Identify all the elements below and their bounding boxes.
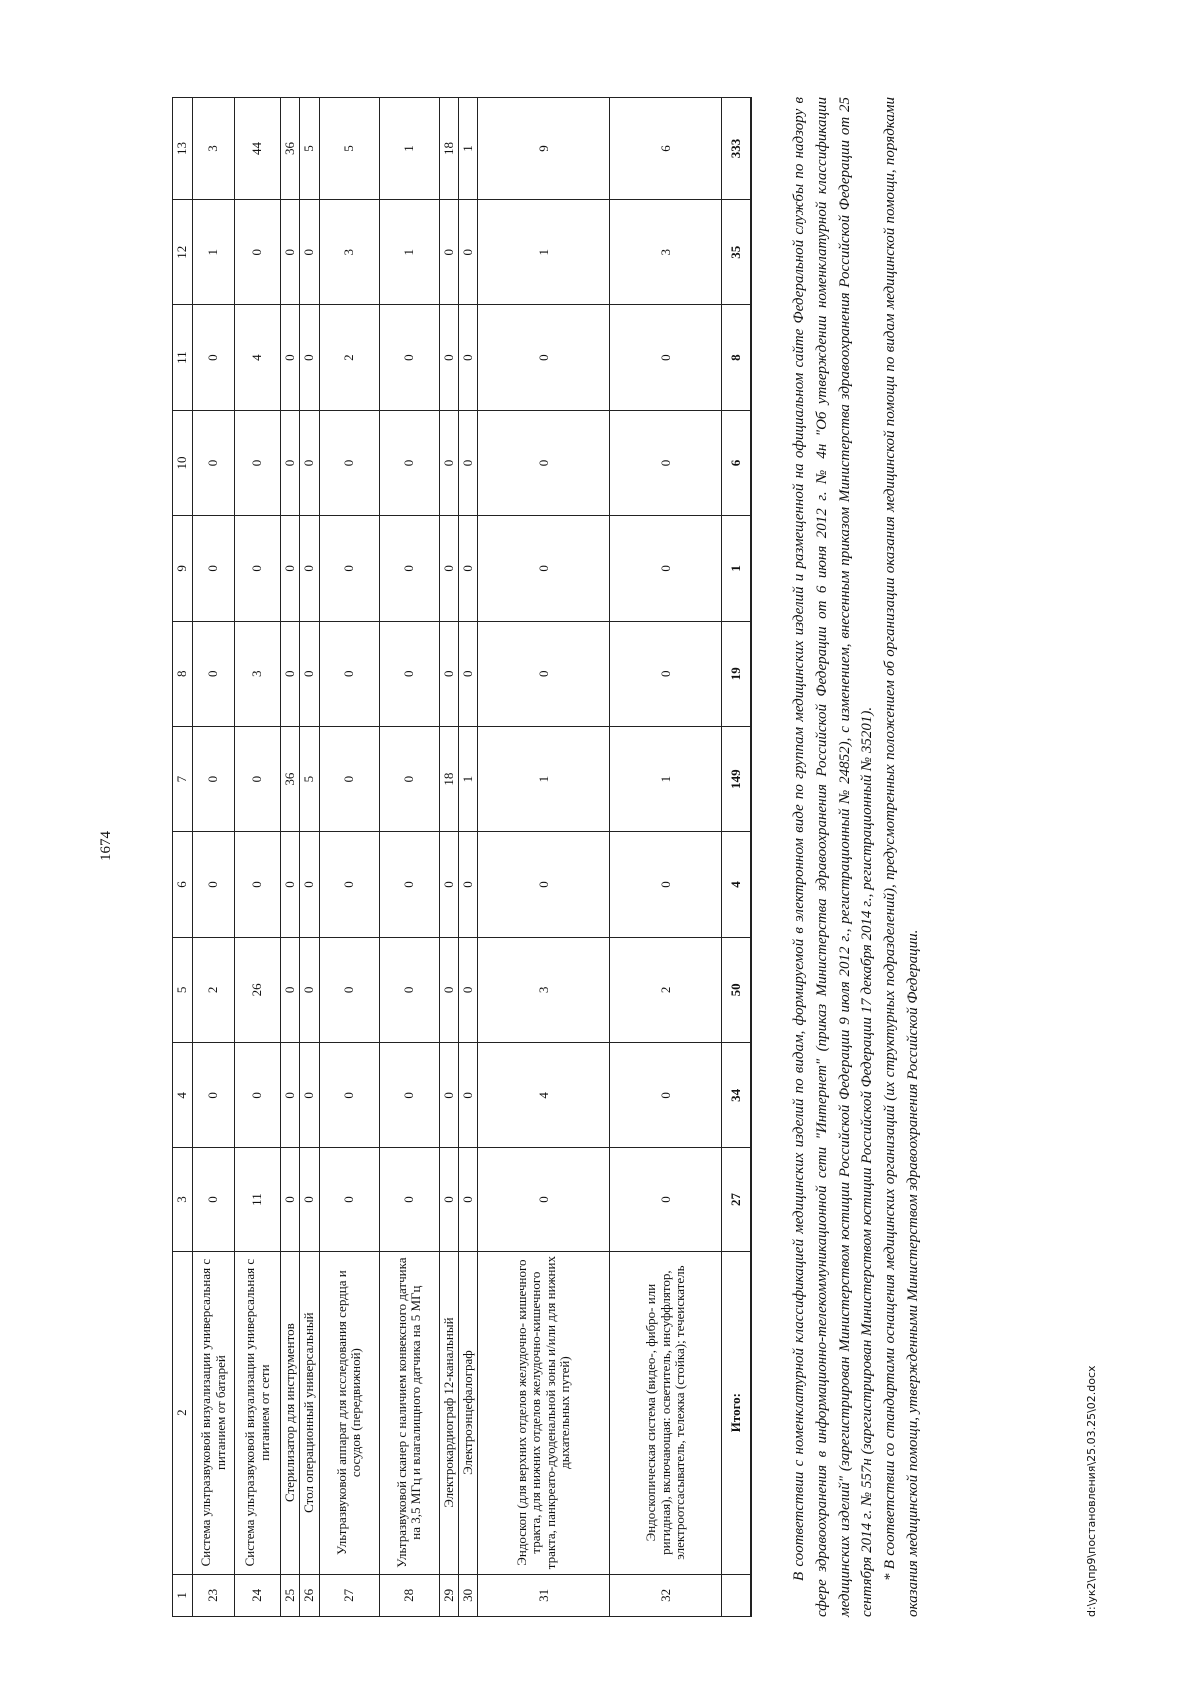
row-number: 24 <box>235 1574 281 1616</box>
table-row <box>610 98 722 1617</box>
quantity-cell: 0 <box>478 832 610 937</box>
quantity-cell: 0 <box>458 937 477 1042</box>
column-header: 13 <box>173 98 193 200</box>
quantity-cell: 0 <box>478 410 610 515</box>
row-number: 28 <box>379 1574 439 1616</box>
quantity-cell: 4 <box>235 305 281 410</box>
quantity-cell: 0 <box>439 832 458 937</box>
total-cell: 4 <box>722 832 752 937</box>
file-path: d:\ук2\пр9\постановления\25.03.25\02.docx <box>1085 1365 1098 1617</box>
quantity-cell: 3 <box>319 199 379 304</box>
quantity-cell: 0 <box>478 621 610 726</box>
row-number: 23 <box>193 1574 235 1616</box>
row-number: 32 <box>610 1574 722 1616</box>
device-name: Эндоскоп (для верхних отделов желудочно- кишечного тракта, для нижних отделов желудочно-кишечного тракта, панкреато-дуоденальной зоны и/или для нижних дыхательных путей) <box>478 1251 610 1574</box>
quantity-cell: 1 <box>458 98 477 200</box>
quantity-cell: 0 <box>478 1148 610 1251</box>
quantity-cell: 0 <box>610 832 722 937</box>
quantity-cell: 0 <box>281 199 300 304</box>
quantity-cell: 0 <box>193 621 235 726</box>
quantity-cell: 0 <box>439 1148 458 1251</box>
column-header: 7 <box>173 726 193 831</box>
quantity-cell: 0 <box>193 832 235 937</box>
quantity-cell: 0 <box>193 726 235 831</box>
column-header: 3 <box>173 1148 193 1251</box>
quantity-cell: 0 <box>458 410 477 515</box>
total-cell: 1 <box>722 516 752 621</box>
quantity-cell: 0 <box>610 410 722 515</box>
quantity-cell: 0 <box>319 937 379 1042</box>
table-body <box>193 98 752 1617</box>
quantity-cell: 0 <box>610 1148 722 1251</box>
row-number: 29 <box>439 1574 458 1616</box>
quantity-cell: 5 <box>300 726 319 831</box>
quantity-cell: 1 <box>193 199 235 304</box>
footnote-standards: * В соответствии со стандартами оснащения медицинских организаций (их структурных подразделений), предусмотренных положением об организации оказания медицинской помощи по видам медицинской помощи, порядками оказания медицинской помощи, утвержденными Министерством здравоохранения Российской Федерации. <box>882 97 921 1617</box>
quantity-cell: 0 <box>379 1043 439 1148</box>
quantity-cell: 0 <box>281 621 300 726</box>
quantity-cell: 0 <box>319 621 379 726</box>
quantity-cell: 0 <box>379 1148 439 1251</box>
footnote-classification: В соответствии с номенклатурной классификацией медицинских изделий по видам, формируемой в электронном виде по группам медицинских изделий и размещенной на официальном сайте Федеральной службы по надзору в сфере здравоохранения в информационно-телекоммуникационной сети "Интернет" (приказ Министерства здравоохранения Российской Федерации от 6 июня 2012 г. № 4н "Об утверждении номенклатурной классификации медицинских изделий" (зарегистрирован Министерством юстиции Российской Федерации 9 июля 2012 г., регистрационный № 24852), с изменением, внесенным приказом Министерства здравоохранения Российской Федерации от 25 сентября 2014 г. № 557н (зарегистрирован Министерством юстиции Российской Федерации 17 декабря 2014 г., регистрационный № 35201). <box>791 97 876 1617</box>
total-label: Итого: <box>722 1251 752 1574</box>
row-number: 25 <box>281 1574 300 1616</box>
table-row <box>478 98 610 1617</box>
page-number: 1674 <box>98 831 114 861</box>
quantity-cell: 1 <box>379 98 439 200</box>
quantity-cell: 36 <box>281 726 300 831</box>
total-cell: 6 <box>722 410 752 515</box>
quantity-cell: 0 <box>458 1043 477 1148</box>
row-number: 27 <box>319 1574 379 1616</box>
quantity-cell: 4 <box>478 1043 610 1148</box>
total-cell: 149 <box>722 726 752 831</box>
quantity-cell: 0 <box>379 305 439 410</box>
quantity-cell: 0 <box>300 1148 319 1251</box>
quantity-cell: 0 <box>439 199 458 304</box>
quantity-cell: 0 <box>319 832 379 937</box>
quantity-cell: 6 <box>610 98 722 200</box>
total-cell: 50 <box>722 937 752 1042</box>
quantity-cell: 0 <box>478 305 610 410</box>
quantity-cell: 0 <box>281 305 300 410</box>
column-header: 10 <box>173 410 193 515</box>
quantity-cell: 0 <box>319 1043 379 1148</box>
quantity-cell: 0 <box>458 305 477 410</box>
quantity-cell: 2 <box>610 937 722 1042</box>
table-row <box>300 98 319 1617</box>
quantity-cell: 0 <box>193 516 235 621</box>
table-row <box>319 98 379 1617</box>
quantity-cell: 11 <box>235 1148 281 1251</box>
quantity-cell: 0 <box>235 832 281 937</box>
quantity-cell: 2 <box>319 305 379 410</box>
quantity-cell: 1 <box>478 199 610 304</box>
quantity-cell: 0 <box>439 516 458 621</box>
total-cell: 333 <box>722 98 752 200</box>
device-name: Стерилизатор для инструментов <box>281 1251 300 1574</box>
quantity-cell: 0 <box>319 516 379 621</box>
device-name: Система ультразвуковой визуализации универсальная с питанием от батарей <box>193 1251 235 1574</box>
quantity-cell: 0 <box>478 516 610 621</box>
quantity-cell: 0 <box>193 1148 235 1251</box>
quantity-cell: 1 <box>379 199 439 304</box>
total-cell: 27 <box>722 1148 752 1251</box>
quantity-cell: 0 <box>193 1043 235 1148</box>
quantity-cell: 0 <box>439 621 458 726</box>
quantity-cell: 0 <box>439 937 458 1042</box>
quantity-cell: 0 <box>319 1148 379 1251</box>
table-header-row <box>173 98 193 1617</box>
quantity-cell: 0 <box>193 305 235 410</box>
quantity-cell: 44 <box>235 98 281 200</box>
quantity-cell: 0 <box>300 1043 319 1148</box>
total-row-number <box>722 1574 752 1616</box>
row-number: 26 <box>300 1574 319 1616</box>
quantity-cell: 0 <box>610 516 722 621</box>
total-row <box>722 98 752 1617</box>
table-row <box>193 98 235 1617</box>
quantity-cell: 0 <box>319 726 379 831</box>
device-name: Ультразвуковой сканер с наличием конвексного датчика на 3,5 МГц и влагалищного датчика на 5 МГц <box>379 1251 439 1574</box>
column-header: 8 <box>173 621 193 726</box>
quantity-cell: 0 <box>319 410 379 515</box>
quantity-cell: 0 <box>281 937 300 1042</box>
column-header: 4 <box>173 1043 193 1148</box>
quantity-cell: 18 <box>439 726 458 831</box>
quantity-cell: 0 <box>235 1043 281 1148</box>
quantity-cell: 0 <box>300 937 319 1042</box>
quantity-cell: 0 <box>439 410 458 515</box>
row-number: 31 <box>478 1574 610 1616</box>
quantity-cell: 5 <box>300 98 319 200</box>
quantity-cell: 1 <box>478 726 610 831</box>
quantity-cell: 0 <box>458 621 477 726</box>
footnotes <box>788 97 925 1617</box>
equipment-table <box>172 97 752 1617</box>
quantity-cell: 0 <box>281 1043 300 1148</box>
total-cell: 35 <box>722 199 752 304</box>
quantity-cell: 0 <box>281 410 300 515</box>
total-cell: 19 <box>722 621 752 726</box>
device-name: Стол операционный универсальный <box>300 1251 319 1574</box>
quantity-cell: 36 <box>281 98 300 200</box>
quantity-cell: 0 <box>300 305 319 410</box>
device-name: Электроэнцефалограф <box>458 1251 477 1574</box>
quantity-cell: 0 <box>379 410 439 515</box>
column-header: 1 <box>173 1574 193 1616</box>
quantity-cell: 2 <box>193 937 235 1042</box>
table-row <box>235 98 281 1617</box>
quantity-cell: 0 <box>610 305 722 410</box>
quantity-cell: 0 <box>300 199 319 304</box>
quantity-cell: 0 <box>235 410 281 515</box>
quantity-cell: 0 <box>281 832 300 937</box>
quantity-cell: 0 <box>300 516 319 621</box>
quantity-cell: 0 <box>193 410 235 515</box>
quantity-cell: 0 <box>281 1148 300 1251</box>
quantity-cell: 0 <box>300 621 319 726</box>
device-name: Ультразвуковой аппарат для исследования сердца и сосудов (передвижной) <box>319 1251 379 1574</box>
quantity-cell: 0 <box>458 832 477 937</box>
quantity-cell: 0 <box>379 832 439 937</box>
quantity-cell: 1 <box>458 726 477 831</box>
device-name: Электрокардиограф 12-канальный <box>439 1251 458 1574</box>
quantity-cell: 5 <box>319 98 379 200</box>
total-cell: 34 <box>722 1043 752 1148</box>
quantity-cell: 9 <box>478 98 610 200</box>
table-row <box>379 98 439 1617</box>
device-name: Эндоскопическая система (видео-, фибро- или ригидная), включающая: осветитель, инсуффлятор, электроотсасыватель, тележка (стойка); течеискатель <box>610 1251 722 1574</box>
quantity-cell: 0 <box>281 516 300 621</box>
table-row <box>439 98 458 1617</box>
quantity-cell: 0 <box>439 1043 458 1148</box>
quantity-cell: 3 <box>610 199 722 304</box>
quantity-cell: 18 <box>439 98 458 200</box>
total-cell: 8 <box>722 305 752 410</box>
column-header: 12 <box>173 199 193 304</box>
quantity-cell: 0 <box>610 621 722 726</box>
quantity-cell: 0 <box>300 410 319 515</box>
column-header: 11 <box>173 305 193 410</box>
quantity-cell: 26 <box>235 937 281 1042</box>
quantity-cell: 0 <box>379 937 439 1042</box>
quantity-cell: 0 <box>235 516 281 621</box>
quantity-cell: 0 <box>300 832 319 937</box>
quantity-cell: 0 <box>458 199 477 304</box>
quantity-cell: 1 <box>610 726 722 831</box>
quantity-cell: 0 <box>379 516 439 621</box>
column-header: 2 <box>173 1251 193 1574</box>
quantity-cell: 0 <box>439 305 458 410</box>
quantity-cell: 0 <box>235 726 281 831</box>
quantity-cell: 0 <box>379 621 439 726</box>
quantity-cell: 0 <box>379 726 439 831</box>
column-header: 5 <box>173 937 193 1042</box>
column-header: 6 <box>173 832 193 937</box>
device-name: Система ультразвуковой визуализации универсальная с питанием от сети <box>235 1251 281 1574</box>
column-header: 9 <box>173 516 193 621</box>
quantity-cell: 3 <box>235 621 281 726</box>
quantity-cell: 3 <box>193 98 235 200</box>
quantity-cell: 0 <box>610 1043 722 1148</box>
table-row <box>281 98 300 1617</box>
quantity-cell: 0 <box>458 1148 477 1251</box>
quantity-cell: 0 <box>458 516 477 621</box>
quantity-cell: 0 <box>235 199 281 304</box>
quantity-cell: 3 <box>478 937 610 1042</box>
table-row <box>458 98 477 1617</box>
row-number: 30 <box>458 1574 477 1616</box>
